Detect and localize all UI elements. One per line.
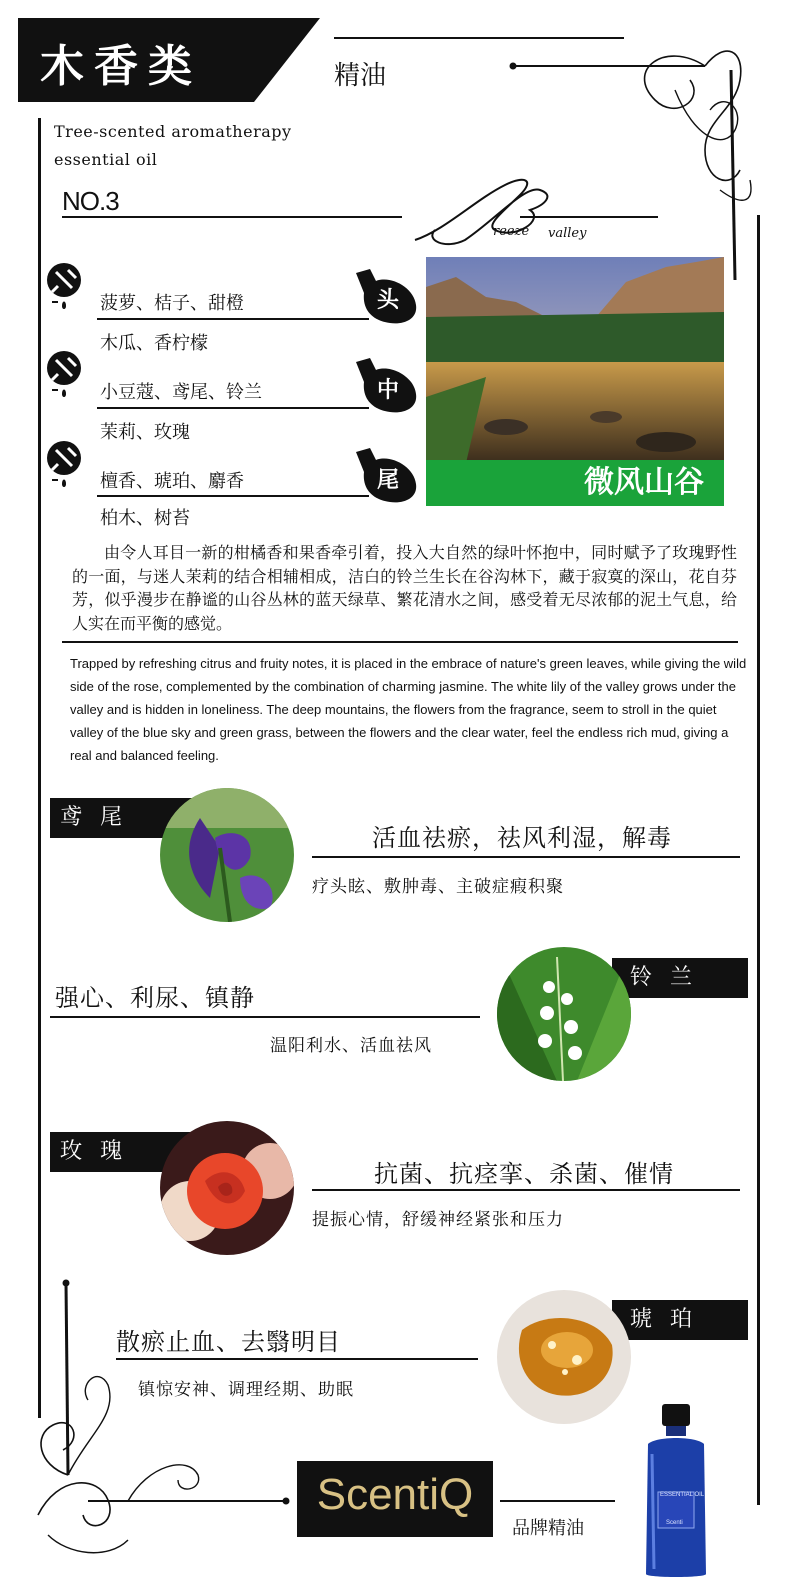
divider <box>50 1016 480 1018</box>
divider <box>312 1189 740 1191</box>
divider <box>312 856 740 858</box>
ingredient-tag-lily: 铃兰 <box>612 958 748 998</box>
bottle-label: ESSENTIAL OIL <box>660 1492 705 1498</box>
brand-caption: 品牌精油 <box>512 1518 584 1539</box>
base-note-badge: 尾 <box>377 467 400 493</box>
ingredient-main-lily: 强心、利尿、镇静 <box>55 984 255 1012</box>
top-note-line2: 木瓜、香柠檬 <box>100 333 208 354</box>
ingredient-tag-amber: 琥珀 <box>612 1300 748 1340</box>
ingredient-sub-lily: 温阳利水、活血祛风 <box>270 1036 432 1056</box>
divider <box>97 495 369 497</box>
divider <box>62 641 738 643</box>
bottle-brand: Scenti <box>666 1520 683 1526</box>
ingredient-main-amber: 散瘀止血、去翳明目 <box>116 1328 341 1356</box>
flourish-ornament-bottom <box>28 1275 298 1565</box>
ingredient-sub-iris: 疗头眩、敷肿毒、主破症瘕积聚 <box>312 877 564 897</box>
valley-label: 微风山谷 <box>584 465 704 500</box>
page-title: 木香类 <box>40 41 202 92</box>
middle-note-badge: 中 <box>377 377 400 403</box>
middle-note-line1: 小豆蔻、鸢尾、铃兰 <box>100 382 262 403</box>
subtitle-cn: 精油 <box>334 61 387 91</box>
ingredient-tag-iris: 鸢尾 <box>50 798 196 838</box>
ingredient-sub-rose: 提振心情，舒缓神经紧张和压力 <box>312 1210 564 1230</box>
lily-of-the-valley-photo <box>497 947 631 1081</box>
subtitle-en-line1: Tree-scented aromatherapy <box>54 122 292 141</box>
dropper-icon <box>46 350 84 410</box>
ingredient-sub-amber: 镇惊安神、调理经期、助眠 <box>138 1380 354 1400</box>
subtitle-en <box>54 118 292 174</box>
iris-photo <box>160 788 294 922</box>
rose-photo <box>160 1121 294 1255</box>
dropper-icon <box>46 440 84 500</box>
top-note-badge: 头 <box>377 287 400 313</box>
amber-photo <box>497 1290 631 1424</box>
middle-note-line2: 茉莉、玫瑰 <box>100 422 190 443</box>
subtitle-en-line2: essential oil <box>54 150 158 169</box>
dropper-icon <box>46 262 84 322</box>
divider <box>62 216 402 218</box>
base-note-line1: 檀香、琥珀、麝香 <box>100 471 244 492</box>
script-word-1: reeze <box>493 224 530 239</box>
divider <box>97 407 369 409</box>
description-cn: 由令人耳目一新的柑橘香和果香牵引着，投入大自然的绿叶怀抱中，同时赋予了玫瑰野性的一面，与迷人茉莉的结合相辅相成，洁白的铃兰生长在谷沟林下，藏于寂寞的深山，花自芬芳，似乎漫步在静谧的山谷丛林的蓝天绿草、繁花清水之间，感受着无尽浓郁的泥土气息，给人实在而平衡的感觉。 <box>72 543 737 633</box>
base-note-line2: 柏木、树苔 <box>100 508 190 529</box>
ingredient-main-rose: 抗菌、抗痉挛、杀菌、催情 <box>374 1160 674 1188</box>
ingredient-tag-rose: 玫瑰 <box>50 1132 196 1172</box>
brand-logo: ScentiQ <box>316 1470 474 1519</box>
left-border-line <box>38 118 41 1418</box>
top-note-line1: 菠萝、桔子、甜橙 <box>100 293 244 314</box>
divider <box>500 1500 615 1502</box>
valley-photo <box>426 257 724 463</box>
divider <box>97 318 369 320</box>
description-en: Trapped by refreshing citrus and fruity notes, it is placed in the embrace of nature's green leaves, while giving the wild side of the rose, complemented by the combination of charming jasmine. The white lily of the valley grows under the valley and is hidden in loneliness. The deep mountains, the flowers from the fragrance, seem to stroll in the quiet valley of the blue sky and green grass, between the flowers and the clear water, feel the endless rich mud, giving a real and balanced feeling. <box>70 656 747 763</box>
script-word-2: valley <box>548 226 587 241</box>
ingredient-main-iris: 活血祛瘀，祛风利湿，解毒 <box>372 824 672 852</box>
number-label: NO.3 <box>62 186 119 216</box>
right-border-line <box>757 215 760 1505</box>
